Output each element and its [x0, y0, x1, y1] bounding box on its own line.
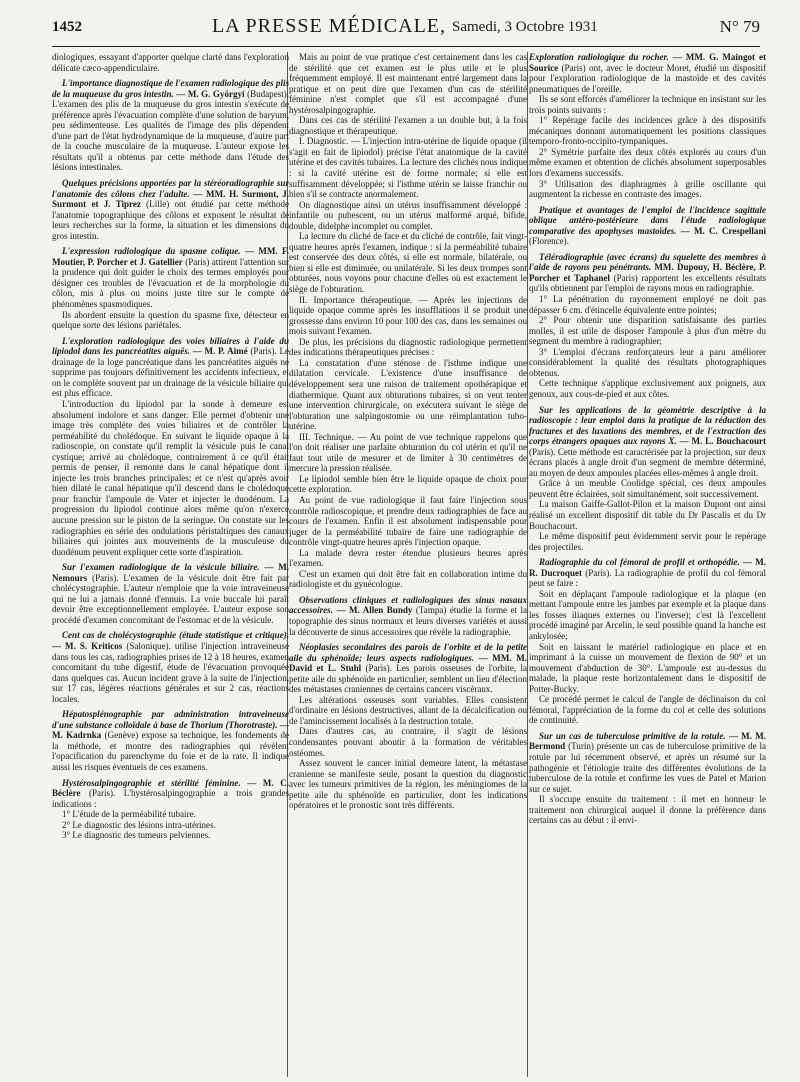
article [289, 642, 527, 695]
article-text: (Lille) ont étudié par cette méthode l'anatomie topographique des côlons et exposent le résultat de leurs recherches sur la forme, la situation et les dimensions du gros intestin. [52, 199, 289, 241]
article-title: Pratique et avantages de l'emploi de l'incidence sagittale oblique antéro-postérieure dans l'étude radiologique comparative des apophyses mastoïdes. [529, 204, 766, 236]
article [529, 557, 766, 589]
article-title: Hépatosplénographie par administration intraveineuse d'une substance colloïdale à base de Thorium (Thorotraste). [52, 709, 289, 730]
paragraph: Cette technique s'applique exclusivement aux poignets, aux genoux, aux cous-de-pied et aux côtes. [529, 378, 766, 399]
article-text: (Paris). L'examen de la vésicule doit être fait par cholécystographie. L'auteur n'emploie que la voie intraveineuse qui ne lui a jamais donné d'ennuis. La voie buccale lui paraît devoir être exceptionnellement employée. L'auteur expose son procédé d'examen concomitant de l'estomac et de la vésicule. [52, 572, 289, 625]
list-item: 2° Symétrie parfaite des deux côtés explorés au cours d'un même examen et obtention de clichés absolument superposables lors d'examens successifs. [529, 146, 766, 179]
article-author: — M. L. Bouchacourt [679, 436, 766, 447]
paragraph: La malade devra rester étendue plusieurs heures après l'examen. [289, 547, 527, 569]
article-text: (Paris) rapportent les excellents résultats qu'ils obtiennent par l'emploi de rayons mous en radiographie. [529, 272, 766, 294]
list-item: 3° L'emploi d'écrans renforçateurs leur a paru améliorer considérablement la qualité des résultats photographiques obtenus. [529, 346, 766, 378]
article [529, 252, 766, 294]
list-item: 2° Le diagnostic des lésions intra-utérines. [62, 819, 216, 830]
paragraph: La maison Gaiffe-Gallot-Pilon et la maison Dupont ont ainsi réalisé un excellent dispositif dit table du Dr Pascalis et du Dr Bouchacourt. [529, 499, 766, 531]
article [529, 731, 766, 794]
article [52, 178, 289, 241]
article-text: (Tampa) étudie la forme et la topographie des sinus normaux et leurs diverses variétés et aussi la découverte de sinus accessoires que révèle la radiographie. [289, 605, 527, 637]
article [289, 595, 527, 637]
article-text: (Salonique). utilise l'injection intraveineuse dans tous les cas, radiographies prises de 12 à 18 heures, examen concomitant du tube digestif, étude de l'évacuation provoquée dans quelques cas. Aucun incident grave à la suite de l'injection, sur 17 cas, légères réactions générales et sur 2 cas, réactions locales. [52, 640, 289, 704]
article [52, 709, 289, 772]
paragraph: Mais au point de vue pratique c'est certainement dans les cas de stérilité que cet examen est le plus utile et le plus fréquemment employé. Il est maintenant entré largement dans la pratique et on peut dire que l'examen d'un cas de stérilité féminine n'est complet que s'il est accompagné d'une hystérosalpingographie. [289, 52, 527, 115]
article [529, 405, 766, 479]
paragraph: C'est un examen qui doit être fait en collaboration intime du radiologiste et du gynécologue. [289, 568, 527, 590]
paragraph: Dans ces cas de stérilité l'examen a un double but, à la fois diagnostique et thérapeutique. [289, 115, 527, 136]
article-text: (Paris). La radiographie de profil du col fémoral peut se faire : [529, 567, 766, 589]
article [52, 630, 289, 704]
article-text: (Paris). L'hystérosalpingographie a trois grandes indications : [52, 788, 289, 809]
article-author: — M. G. Györgyi [176, 88, 245, 99]
paragraph: On diagnostique ainsi un utérus insuffisamment développé : infantile ou pubescent, ou un utérus malformé arqué, bifide, double, didelphe incomplet ou complet. [289, 199, 527, 231]
article [52, 562, 289, 625]
article-text: (Genève) expose sa technique, les fondements de la méthode, et montre des radiographies qui révèlent l'opacification du parenchyme du foie et de la rate. Il indique aussi les risques éventuels de ces examens. [52, 730, 289, 772]
article [52, 336, 289, 399]
article-title: Téléradiographie (avec écrans) du squelette des membres à l'aide de rayons peu pénétrants. [529, 251, 766, 273]
paragraph: I. Diagnostic. — L'injection intra-utérine de liquide opaque (il s'agit en fait de lipiodol) précise l'état anatomique de la cavité utérine et des cavités tubaires. La lecture des clichés nous indique : si la cavité utérine est de forme normale; si elle est suffisamment développée; si l'isthme utérin se laisse franchir ou bien s'il se contracte anormalement. [289, 136, 527, 200]
paragraph: II. Importance thérapeutique. — Après les injections de liquide opaque comme après les insufflations il se produit une grossesse dans environ 10 pour 100 des cas, dans les semaines ou mois suivant l'examen. [289, 294, 527, 337]
article-title: Observations cliniques et radiologiques des sinus nasaux accessoires. [289, 594, 527, 616]
list-item: 1° L'étude de la perméabilité tubaire. [62, 809, 196, 820]
article-text: (Paris) attirent l'attention sur la prudence qui doit guider le choix des termes employés pour désigner ces troubles de l'évacuation et de la morphologie du côlon, mis à plus ou moins juste titre sur le compte de phénomènes spasmodiques. [52, 256, 289, 310]
page-header [52, 8, 760, 48]
article-author: — M. Nemours [52, 562, 289, 583]
column-3 [529, 52, 766, 1077]
paragraph: Ils abordent ensuite la question du spasme fixe, détecteur en quelque sorte des lésions pariétales. [52, 309, 289, 331]
article-author: — MM. H. Surmont, J. Surmont et J. Tiprez [52, 188, 289, 210]
article [529, 52, 766, 94]
article-title: Cent cas de cholécystographie (étude statistique et critique). [62, 630, 289, 641]
paragraph: De plus, les précisions du diagnostic radiologique permettent des indications thérapeutiques précises : [289, 336, 527, 358]
list-item: 3° Utilisation des diaphragmes à grille oscillante qui augmentent la richesse en contraste des images. [529, 178, 766, 200]
article-author: — M. Allen Bundy [336, 605, 413, 616]
article-text: (Paris). Le drainage de la loge pancréatique dans les pancréatites aiguës ne supprime pas toujours définitivement les accidents infectieux, et on le complète souvent par un drainage de la vésicule biliaire qui est plus efficace. [52, 346, 289, 399]
article-text: (Paris) ont, avec le docteur Moret, étudié un dispositif pour l'exploration radiologique de la mastoïde et des cavités pneumatiques de l'oreille. [529, 62, 766, 94]
page-number: 1452 [52, 19, 82, 35]
paragraph: Le lipiodol semble bien être le liquide opaque de choix pour cette exploration. [289, 473, 527, 495]
paragraph: Dans d'autres cas, au contraire, il s'agit de lésions condensantes pouvant aboutir à la formation de véritables ostéomes. [289, 726, 527, 758]
paragraph: Grâce à un meuble Coolidge spécial, ces deux ampoules peuvent être éclairées, soit simultanément, soit successivement. [529, 478, 766, 499]
list-item: 1° La pénétration du rayonnement employé ne doit pas dépasser 6 cm. d'étincelle équivalente entre pointes; [529, 294, 766, 315]
issue-date: Samedi, 3 Octobre 1931 [452, 19, 598, 35]
paragraph: Soit en laissant le matériel radiologique en place et en imprimant à la cuisse un mouvement de flexion de 90° et un mouvement d'abduction de 30°. L'ampoule est au-dessus du malade, la plaque reste horizontalement dans le dispositif de Potter-Bucky. [529, 641, 766, 694]
article-author: — M. R. Ducroquet [529, 557, 766, 578]
article-title: Radiographie du col fémoral de profil et orthopédie. [539, 557, 740, 568]
article [52, 246, 289, 309]
article-author: — M. S. Kriticos [52, 640, 123, 651]
article-title: L'importance diagnostique de l'examen radiologique des plis de la muqueuse du gros intestin. [52, 78, 289, 99]
article-title: L'expression radiologique du spasme colique. [62, 246, 241, 257]
article-title: Néoplasies secondaires des parois de l'orbite et de la petite aile du sphénoïde; leurs aspects radiologiques. [289, 642, 527, 663]
article-title: Exploration radiologique du rocher. [529, 52, 669, 62]
list-item: 1° Repérage facile des incidences grâce à des dispositifs mécaniques donnant automatiquement les positions classiques temporo-fronto-occipito-tympaniques. [529, 115, 766, 147]
article-author: — M. C. Crespellani [680, 225, 766, 236]
article-text: (Budapest). L'examen des plis de la muqueuse du gros intestin s'exécute de préférence après l'évacuation complète d'une solution de baryum, peu sédimenteuse. Les qualités de l'image des plis dépendent d'une part de l'état hydrodynamique de la muqueuse, d'autre part de la couche musculaire de la muqueuse. L'auteur expose les résultats qu'il a obtenus par cette méthode dans l'étude des lésions intestinales. [52, 88, 289, 173]
paragraph: La constatation d'une sténose de l'isthme indique une dilatation cervicale. L'existence d'une insuffisance de développement sera une raison de traitement opothérapique et diathermique. Quant aux obturations tubaires, si on veut tenter une intervention chirurgicale, on exécutera suivant le siège de l'obturation une salpingostomie ou une réimplantation tubo-utérine. [289, 357, 527, 432]
article-text: (Turin) présente un cas de tuberculose primitive de la rotule par lui récemment observé, et après un résumé sur la pathogénie et l'étiologie traite des différentes évolutions de la tuberculose de la rotule et confirme les vues de Patel et Marion sur ce sujet. [529, 741, 766, 794]
paragraph: Soit en déplaçant l'ampoule radiologique et la plaque (en mettant l'ampoule entre les jambes par exemple et la plaque dans les fosses iliaques externes ou l'inverse); c'est là l'excellent procédé imaginé par Arcelin, le seul possible quand la hanche est ankylosée; [529, 588, 766, 641]
paragraph: Le même dispositif peut évidemment servir pour le repérage des projectiles. [529, 531, 766, 552]
article-text: (Paris). Cette méthode est caractérisée par la projection, sur deux écrans placés à angle droit d'un segment de membre déterminé, au moyen de deux ampoules placées elles-mêmes à angle droit. [529, 446, 766, 478]
article-author: — M. M. Bermond [529, 730, 766, 752]
paragraph: Les altérations osseuses sont variables. Elles consistent d'ordinaire en lésions destructives, allant de la décalcification ou de l'amincissement localisés à la destruction totale. [289, 694, 527, 726]
article [52, 778, 289, 810]
column-2 [289, 52, 527, 1077]
paragraph: L'introduction du lipiodol par la sonde à demeure est absolument indolore et sans danger. Elle permet d'obtenir une image très complète des voies biliaires et de contrôler la perméabilité du cholédoque. En suivant le liquide opaque à la radioscopie, on constate qu'il remplit la vésicule puis le canal cystique; arrivé au cholédoque, contrairement à ce qu'il était permis de penser, il remonte dans le canal hépatique dont il injecte les trois branches principales; et ce n'est qu'après avoir bien dilaté le canal hépatique qu'il descend dans le cholédoque pour franchir l'ampoule de Vater et injecter le duodénum. La progression du lipiodol continue alors même qu'on n'exerce aucune pression sur le piston de la seringue. On constate sur les radiographies en série des ondulations péristaltiques des canaux biliaires qui jointes aux mouvements de la musculeuse du duodénum peuvent expliquer cette sorte d'aspiration. [52, 398, 289, 557]
article-author: — MM. M. David et L. Stuhl [289, 652, 527, 674]
article [529, 205, 766, 247]
paragraph: diologiques, essayant d'apporter quelque clarté dans l'exploration délicate cæco-appendiculaire. [52, 52, 289, 73]
paragraph: Assez souvent le cancer initial demeure latent, la métastase cranienne se manifeste seule, posant la question du diagnostic avec les tumeurs primitives de la région, les méningiomes de la petite aile du sphénoïde en particulier, dont les indications opératoires et le pronostic sont très différents. [289, 758, 527, 811]
paragraph: III. Technique. — Au point de vue technique rappelons que l'on doit réaliser une parfaite obturation du col utérin et qu'il ne faut tout utile de mesurer et de limiter à 30 centimètres de mercure la pression réalisée. [289, 431, 527, 474]
article-title: Hystérosalpingographie et stérilité féminine. [62, 777, 241, 788]
article [52, 78, 289, 173]
article-title: Quelques précisions apportées par la stéréoradiographie sur l'anatomie des côlons chez l'adulte. [52, 178, 289, 199]
article-title: Sur l'examen radiologique de la vésicule biliaire. [62, 562, 260, 573]
article-author: — M. Kadrnka [52, 719, 289, 741]
issue-number: N° 79 [719, 17, 760, 36]
article-author: — MM. F. Moutier, P. Porcher et J. Gatellier [52, 246, 289, 267]
article-author: — M. P. Aimé [192, 346, 248, 357]
list-item: 2° Pour obtenir une disparition satisfaisante des parties molles, il est utile de disposer l'ampoule à plus d'un mètre du segment du membre à radiographier; [529, 315, 766, 347]
article-text: (Florence). [529, 236, 569, 247]
article-author: — MM. G. Maingot et Sourice [529, 52, 766, 73]
column-1 [52, 52, 289, 1077]
paragraph: La lecture du cliché de face et du cliché de contrôle, fait vingt-quatre heures après l'examen, indique : si la perméabilité tubaire est conservée des deux côtés, si elle est normale, bilatérale, ou bien si elle est diminuée, ou unilatérale. Si les deux trompes sont obturées, nous voyons pour chacune d'elles où est exactement le siège de l'obturation. [289, 231, 527, 295]
column-divider [527, 52, 528, 1077]
header-rule [52, 46, 760, 47]
article-author: — M. C. Béclère [52, 777, 289, 799]
paragraph: Au point de vue radiologique il faut faire l'injection sous contrôle radioscopique, et prendre deux radiographies de face au cours de l'examen. Enfin il est absolument indispensable pour juger de la perméabilité tubaire de faire une radiographie de contrôle vingt-quatre heures après l'injection opaque. [289, 494, 527, 548]
paragraph: Ils se sont efforcés d'améliorer la technique en insistant sur les trois points suivants : [529, 94, 766, 115]
article-title: L'exploration radiologique des voies biliaires à l'aide du lipiodol dans les pancréatites aiguës. [52, 335, 289, 357]
paragraph: Ce procédé permet le calcul de l'angle de déclinaison du col fémoral, l'appréciation de la forme du col et celle des solutions de continuité. [529, 694, 766, 726]
article-title: Sur les applications de la géométrie descriptive à la radioscopie : leur emploi dans la pratique de la réduction des fractures et des luxations des membres, et de l'extraction des corps étrangers opaques aux rayons X. [529, 404, 766, 447]
article-author: MM. Dupouy, H. Béclère, P. Porcher et Taphanel [529, 262, 766, 283]
list-item: 3° Le diagnostic des tumeurs pelviennes. [62, 830, 211, 841]
journal-title: LA PRESSE MÉDICALE, [212, 15, 447, 37]
paragraph: Il s'occupe ensuite du traitement : il met en honneur le traitement non chirurgical auquel il donne la préférence dans certains cas au début : il envi- [529, 794, 766, 826]
article-text: (Paris). Les parois osseuses de l'orbite, la petite aile du sphénoïde en particulier, semblent un lieu d'élection des métastases craniennes de certains cancers viscéraux. [289, 663, 527, 695]
article-title: Sur un cas de tuberculose primitive de la rotule. [539, 730, 726, 741]
